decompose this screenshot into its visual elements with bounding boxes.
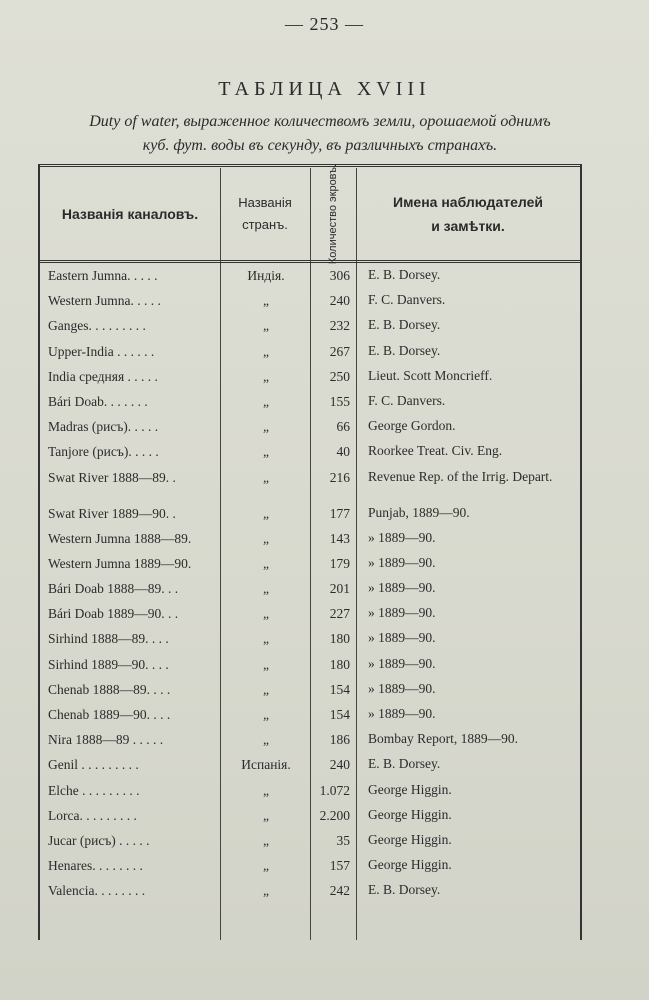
canal-name-cell: Bári Doab 1888—89. . . <box>48 581 179 597</box>
header-observers-line-2: и замѣтки. <box>431 218 505 234</box>
quantity-cell: 179 <box>329 555 350 571</box>
observer-cell: E. B. Dorsey. <box>368 342 441 358</box>
observer-cell: Bombay Report, 1889—90. <box>368 731 518 747</box>
table-body <box>40 264 580 905</box>
country-cell: „ <box>263 707 269 722</box>
observer-cell: George Higgin. <box>368 781 452 797</box>
table-row <box>40 602 580 627</box>
country-cell: „ <box>263 858 269 874</box>
canal-name-cell: Sirhind 1888—89. . . . <box>48 631 169 647</box>
observer-cell: F. C. Danvers. <box>368 292 446 308</box>
table-row <box>40 415 580 440</box>
observer-cell: George Gordon. <box>368 418 456 434</box>
observer-cell: F. C. Danvers. <box>368 392 446 408</box>
observer-cell: Punjab, 1889—90. <box>368 504 470 520</box>
country-cell: „ <box>263 293 269 309</box>
observer-cell: George Higgin. <box>368 857 452 873</box>
observer-cell: Revenue Rep. of the Irrig. Depart. <box>368 468 553 484</box>
table-row <box>40 527 580 552</box>
table-row <box>40 466 580 502</box>
country-cell: „ <box>263 469 269 485</box>
canal-name-cell: Western Jumna 1888—89. <box>48 530 192 546</box>
observer-cell: George Higgin. <box>368 806 452 822</box>
table-top-rule <box>38 164 582 167</box>
canal-name-cell: Eastern Jumna. . . . . <box>48 268 158 283</box>
quantity-cell: 177 <box>329 505 350 521</box>
header-quantity-label: Количество экровъ. <box>327 163 340 265</box>
canal-name-cell: Ganges. . . . . . . . . <box>48 318 146 334</box>
country-cell: „ <box>263 807 269 823</box>
quantity-cell: 35 <box>336 832 350 848</box>
observer-cell: E. B. Dorsey. <box>368 756 441 772</box>
canal-name-cell: Chenab 1889—90. . . . <box>48 707 171 722</box>
quantity-cell: 186 <box>329 732 350 748</box>
quantity-cell: 154 <box>329 707 350 722</box>
table-row <box>40 289 580 314</box>
table-row <box>40 678 580 703</box>
quantity-cell: 250 <box>329 368 350 384</box>
observer-cell: » 1889—90. <box>368 655 436 671</box>
table-subtitle <box>30 110 610 158</box>
table-row <box>40 703 580 728</box>
table-row <box>40 552 580 577</box>
quantity-cell: 232 <box>329 318 350 334</box>
quantity-cell: 143 <box>329 530 350 546</box>
table-row <box>40 728 580 753</box>
observer-cell: Roorkee Treat. Civ. Eng. <box>368 443 503 459</box>
header-country-line-2: странъ. <box>242 217 288 232</box>
table-row <box>40 314 580 339</box>
observer-cell: E. B. Dorsey. <box>368 317 441 333</box>
table-row <box>40 753 580 778</box>
table-row <box>40 390 580 415</box>
quantity-cell: 240 <box>329 293 350 309</box>
table-row <box>40 779 580 804</box>
country-cell: „ <box>263 555 269 571</box>
country-cell: „ <box>263 782 269 798</box>
table-row <box>40 502 580 527</box>
observer-cell: George Higgin. <box>368 831 452 847</box>
table-title: ТАБЛИЦА XVIII <box>218 78 431 100</box>
canal-name-cell: Swat River 1889—90. . <box>48 505 176 521</box>
canal-name-cell: Valencia. . . . . . . . <box>48 883 146 899</box>
quantity-cell: 216 <box>329 469 350 485</box>
country-cell: „ <box>263 631 269 647</box>
country-cell: „ <box>263 318 269 334</box>
observer-cell: » 1889—90. <box>368 680 436 696</box>
quantity-cell: 66 <box>336 419 350 435</box>
country-cell: Индія. <box>247 268 285 283</box>
canal-name-cell: Madras (рисъ). . . . . <box>48 419 159 435</box>
header-quantity <box>310 163 356 265</box>
canal-name-cell: Bári Doab 1889—90. . . <box>48 606 179 622</box>
header-observers <box>356 168 580 260</box>
quantity-cell: 2.200 <box>319 807 350 823</box>
country-cell: „ <box>263 732 269 748</box>
table-row <box>40 365 580 390</box>
quantity-cell: 180 <box>329 656 350 672</box>
table-right-rule <box>580 164 582 940</box>
subtitle-line-1: Duty of water, выраженное количествомъ земли, орошаемой однимъ <box>89 113 551 130</box>
observer-cell: » 1889—90. <box>368 554 436 570</box>
observer-cell: Lieut. Scott Moncrieff. <box>368 367 493 383</box>
country-cell: „ <box>263 832 269 848</box>
canal-name-cell: Elche . . . . . . . . . <box>48 782 140 798</box>
canal-name-cell: Nira 1888—89 . . . . . <box>48 732 164 748</box>
quantity-cell: 227 <box>329 606 350 622</box>
country-cell: „ <box>263 444 269 460</box>
canal-name-cell: Upper-India . . . . . . <box>48 343 155 359</box>
table-row <box>40 804 580 829</box>
quantity-cell: 1.072 <box>319 782 350 798</box>
country-cell: „ <box>263 656 269 672</box>
quantity-cell: 201 <box>329 581 350 597</box>
data-table <box>38 164 582 940</box>
table-row <box>40 854 580 879</box>
table-row <box>40 653 580 678</box>
country-cell: „ <box>263 681 269 697</box>
table-row <box>40 440 580 465</box>
table-row <box>40 829 580 854</box>
observer-cell: » 1889—90. <box>368 529 436 545</box>
page-number: — 253 — <box>285 14 364 34</box>
table-row <box>40 264 580 289</box>
quantity-cell: 154 <box>329 681 350 697</box>
quantity-cell: 180 <box>329 631 350 647</box>
quantity-cell: 306 <box>329 268 350 283</box>
canal-name-cell: Western Jumna. . . . . <box>48 293 161 309</box>
country-cell: „ <box>263 505 269 521</box>
canal-name-cell: Chenab 1888—89. . . . <box>48 681 171 697</box>
canal-name-cell: Swat River 1888—89. . <box>48 469 176 485</box>
canal-name-cell: Bári Doab. . . . . . . <box>48 393 148 409</box>
canal-name-cell: Genil . . . . . . . . . <box>48 757 139 773</box>
quantity-cell: 267 <box>329 343 350 359</box>
observer-cell: » 1889—90. <box>368 605 436 621</box>
header-country <box>220 168 310 260</box>
table-row <box>40 627 580 652</box>
canal-name-cell: Western Jumna 1889—90. <box>48 555 192 571</box>
country-cell: „ <box>263 393 269 409</box>
canal-name-cell: Sirhind 1889—90. . . . <box>48 656 169 672</box>
quantity-cell: 155 <box>329 393 350 409</box>
header-country-line-1: Названія <box>238 195 292 210</box>
header-rule <box>38 260 582 263</box>
table-row <box>40 577 580 602</box>
country-cell: „ <box>263 883 269 899</box>
canal-name-cell: Jucar (рисъ) . . . . . <box>48 832 150 848</box>
canal-name-cell: India средняя . . . . . <box>48 368 158 384</box>
subtitle-line-2: куб. фут. воды въ секунду, въ различныхъ странахъ. <box>142 137 498 154</box>
table-row <box>40 879 580 904</box>
observer-cell: » 1889—90. <box>368 706 436 721</box>
canal-name-cell: Lorca. . . . . . . . . <box>48 807 137 823</box>
country-cell: „ <box>263 581 269 597</box>
table-row <box>40 340 580 365</box>
country-cell: „ <box>263 530 269 546</box>
observer-cell: » 1889—90. <box>368 580 436 596</box>
country-cell: Испанія. <box>241 757 291 773</box>
country-cell: „ <box>263 343 269 359</box>
header-canal-name: Названія каналовъ. <box>61 206 199 222</box>
quantity-cell: 157 <box>329 858 350 874</box>
quantity-cell: 40 <box>336 444 350 460</box>
observer-cell: E. B. Dorsey. <box>368 882 441 898</box>
quantity-cell: 240 <box>329 757 350 773</box>
observer-cell: » 1889—90. <box>368 630 436 646</box>
country-cell: „ <box>263 368 269 384</box>
observer-cell: E. B. Dorsey. <box>368 267 441 282</box>
canal-name-cell: Henares. . . . . . . . <box>48 858 143 874</box>
canal-name-cell: Tanjore (рисъ). . . . . <box>48 444 159 460</box>
header-observers-line-1: Имена наблюдателей <box>393 194 543 210</box>
country-cell: „ <box>263 419 269 435</box>
quantity-cell: 242 <box>329 883 350 899</box>
country-cell: „ <box>263 606 269 622</box>
